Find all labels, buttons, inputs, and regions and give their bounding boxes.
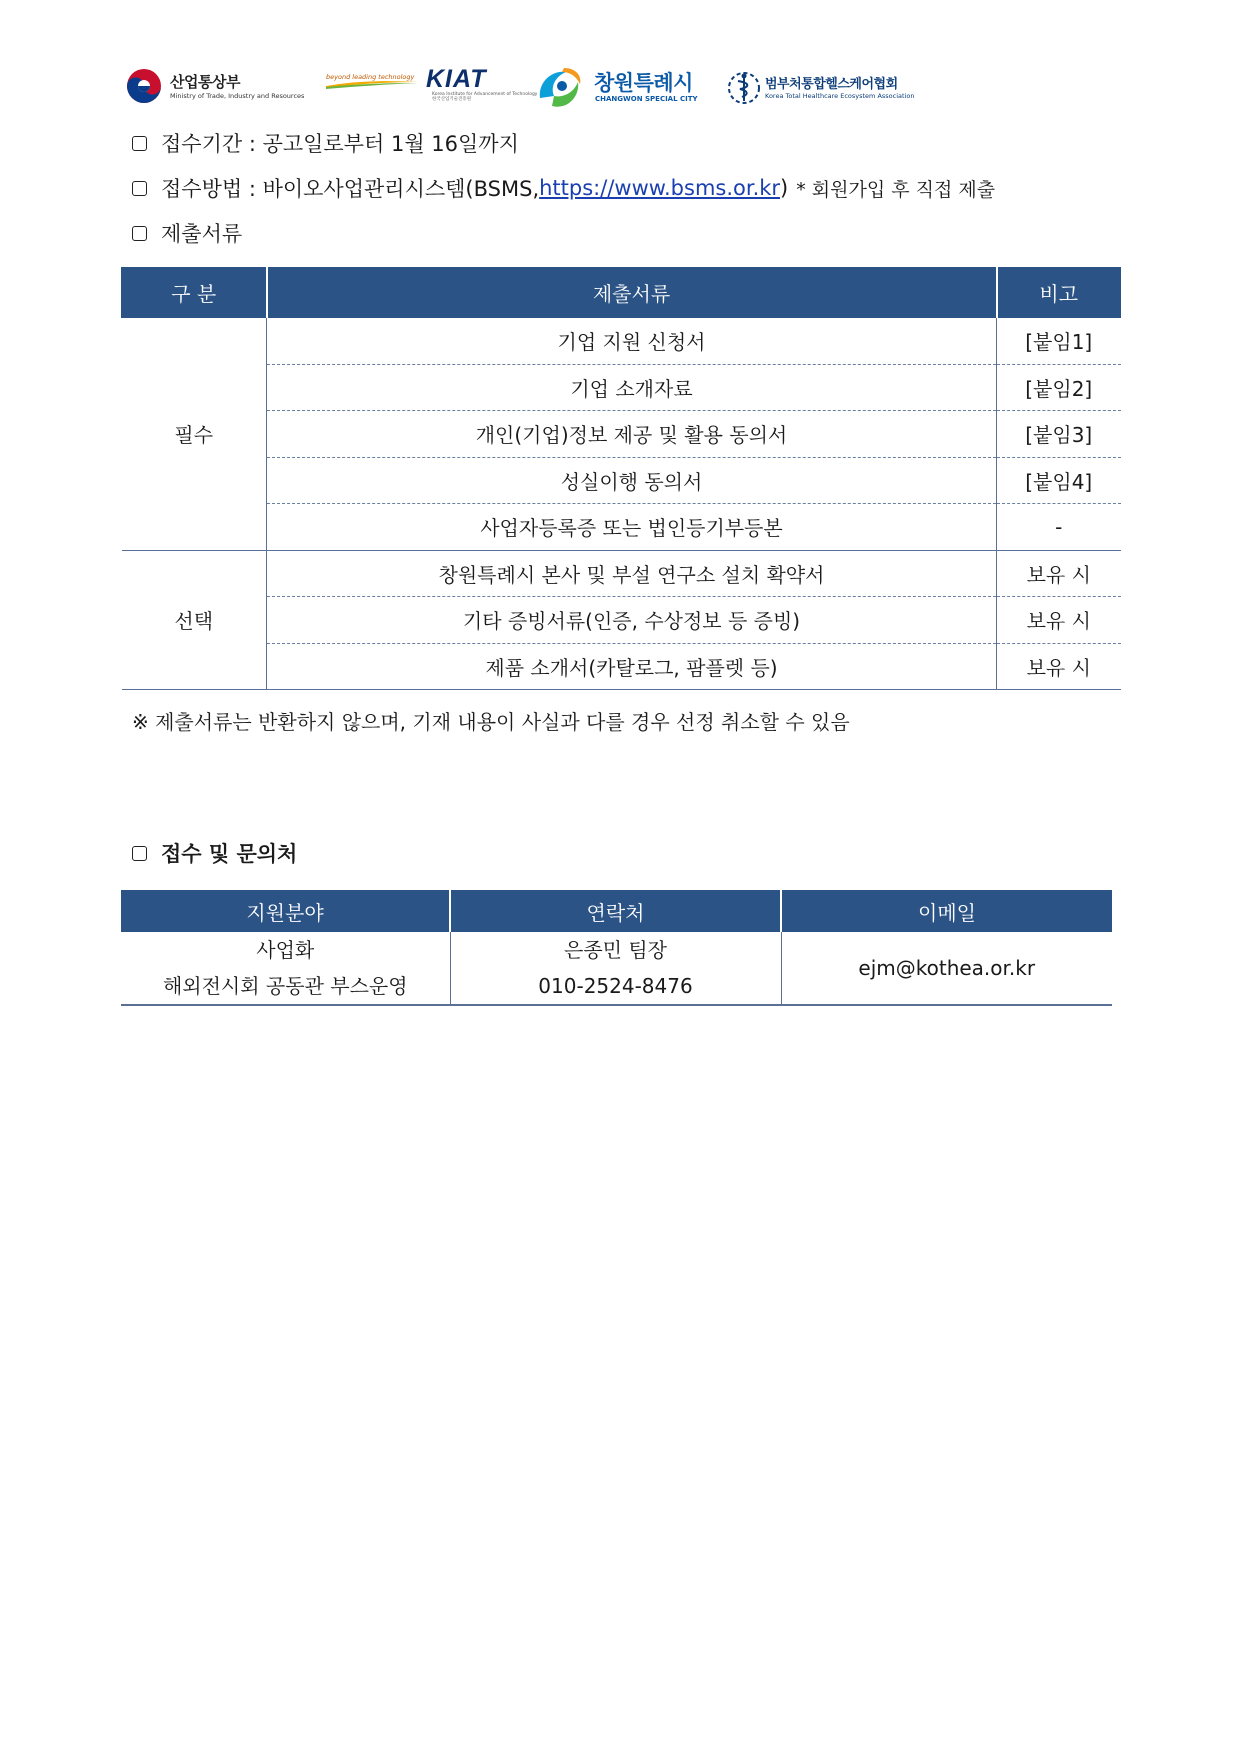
square-bullet-icon <box>132 846 147 861</box>
method-prefix: 접수방법 : 바이오사업관리시스템(BSMS, <box>161 177 540 201</box>
header-category: 구 분 <box>122 268 267 318</box>
email-cell[interactable]: ejm@kothea.or.kr <box>781 932 1112 1005</box>
method-line <box>132 173 995 203</box>
document-cell: 성실이행 동의서 <box>267 457 997 504</box>
contact-heading-line <box>132 838 297 868</box>
changwon-name: 창원특례시 <box>594 71 693 95</box>
table-row <box>121 932 1112 1005</box>
document-cell: 기업 지원 신청서 <box>267 318 997 365</box>
header-field: 지원분야 <box>121 890 450 932</box>
contact-phone: 010-2524-8476 <box>538 974 693 998</box>
taegeuk-emblem-icon <box>126 68 162 104</box>
table-header-row <box>122 268 1121 318</box>
kiat-small-text <box>432 92 537 102</box>
header-document: 제출서류 <box>267 268 997 318</box>
document-cell: 제품 소개서(카탈로그, 팜플렛 등) <box>267 643 997 690</box>
motie-name: 산업통상부 <box>170 73 240 91</box>
header-remark: 비고 <box>997 268 1121 318</box>
remark-cell: [붙임1] <box>997 318 1121 365</box>
contact-heading: 접수 및 문의처 <box>161 842 298 866</box>
kiat-small-en: Korea Institute for Advancement of Technology <box>432 92 538 97</box>
document-cell: 기업 소개자료 <box>267 364 997 411</box>
contact-name: 은종민 팀장 <box>564 938 667 962</box>
table-row <box>122 457 1121 504</box>
square-bullet-icon <box>132 181 147 196</box>
kiat-logo <box>326 62 538 112</box>
table-row <box>122 364 1121 411</box>
square-bullet-icon <box>132 136 147 151</box>
docs-heading: 제출서류 <box>161 222 243 246</box>
document-cell: 개인(기업)정보 제공 및 활용 동의서 <box>267 411 997 458</box>
period-line <box>132 128 519 158</box>
kiat-small-ko: 한국산업기술진흥원 <box>432 97 472 102</box>
docs-heading-line <box>132 218 242 248</box>
header-contact: 연락처 <box>450 890 781 932</box>
changwon-logo <box>534 62 709 112</box>
caduceus-icon <box>726 70 762 106</box>
remark-cell: 보유 시 <box>997 597 1121 644</box>
table-row <box>122 550 1121 597</box>
group-optional: 선택 <box>122 550 267 690</box>
table-row <box>122 504 1121 551</box>
logo-bar <box>126 62 926 112</box>
table-row <box>122 411 1121 458</box>
group-required: 필수 <box>122 318 267 551</box>
kothea-name: 범부처통합헬스케어협회 <box>765 77 898 92</box>
square-bullet-icon <box>132 226 147 241</box>
remark-cell: 보유 시 <box>997 643 1121 690</box>
kiat-wordmark: KIAT <box>426 65 487 93</box>
motie-subtitle: Ministry of Trade, Industry and Resources <box>170 92 305 100</box>
table-row <box>122 597 1121 644</box>
header-email: 이메일 <box>781 890 1112 932</box>
table-row <box>122 318 1121 365</box>
table-header-row <box>121 890 1112 932</box>
remark-cell: 보유 시 <box>997 550 1121 597</box>
motie-logo <box>126 62 316 112</box>
remark-cell: - <box>997 504 1121 551</box>
kothea-subtitle: Korea Total Healthcare Ecosystem Association <box>765 92 915 100</box>
field-line1: 사업화 <box>256 938 315 962</box>
method-suffix: ) <box>780 176 789 200</box>
kothea-logo <box>726 62 926 112</box>
document-cell: 기타 증빙서류(인증, 수상정보 등 증빙) <box>267 597 997 644</box>
contact-cell <box>450 932 781 1005</box>
remark-cell: [붙임3] <box>997 411 1121 458</box>
document-cell: 사업자등록증 또는 법인등기부등본 <box>267 504 997 551</box>
remark-cell: [붙임2] <box>997 364 1121 411</box>
remark-cell: [붙임4] <box>997 457 1121 504</box>
swoosh-icon <box>326 77 418 89</box>
field-cell <box>121 932 450 1005</box>
table-row <box>122 643 1121 690</box>
period-text: 접수기간 : 공고일로부터 1월 16일까지 <box>161 132 519 156</box>
bsms-link[interactable]: https://www.bsms.or.kr <box>539 176 781 200</box>
field-line2: 해외전시회 공동관 부스운영 <box>162 974 408 998</box>
footnote: ※ 제출서류는 반환하지 않으며, 기재 내용이 사실과 다를 경우 선정 취소할 수 있음 <box>132 710 850 734</box>
changwon-mark-icon <box>534 64 584 110</box>
method-note: * 회원가입 후 직접 제출 <box>796 178 996 201</box>
documents-table <box>121 267 1121 690</box>
changwon-subtitle: CHANGWON SPECIAL CITY <box>595 95 698 103</box>
contact-table <box>121 890 1112 1006</box>
document-cell: 창원특례시 본사 및 부설 연구소 설치 확약서 <box>267 550 997 597</box>
kiat-tagline: beyond leading technology <box>326 73 415 81</box>
